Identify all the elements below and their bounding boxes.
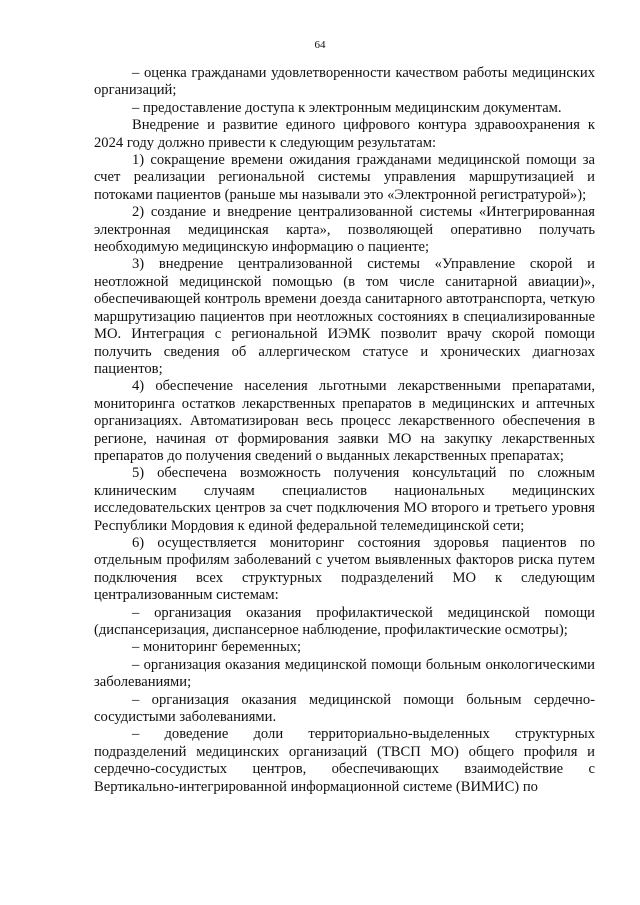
page-body — [94, 65, 595, 796]
result-item-3: 3) внедрение централизованной системы «Управление скорой и неотложной медицинской помощью (в том числе санитарной авиации)», обеспечивающей контроль времени доезда санитарного автотранспорта, четкую маршрутизацию пациентов при неотложных состояниях в специализированные МО. Интеграция с региональной ИЭМК позволит врачу скорой помощи получить сведения об аллергическом статусе и хронических диагнозах пациентов; — [94, 256, 595, 377]
sub-item-cardiovascular-care: – организация оказания медицинской помощи больным сердечно-сосудистыми заболеваниями. — [94, 691, 595, 726]
result-item-2: 2) создание и внедрение централизованной системы «Интегрированная электронная медицинская карта», позволяющей оперативно получать необходимую медицинскую информацию о пациенте; — [94, 204, 595, 256]
intro-paragraph-results: Внедрение и развитие единого цифрового контура здравоохранения к 2024 году должно привести к следующим результатам: — [94, 117, 595, 151]
result-item-5: 5) обеспечена возможность получения консультаций по сложным клиническим случаям специалистов национальных медицинских исследовательских центров за счет подключения МО второго и третьего уровня Республики Мордовия к единой федеральной телемедицинской сети; — [94, 465, 595, 534]
sub-item-preventive-care: – организация оказания профилактической медицинской помощи (диспансеризация, диспансерное наблюдение, профилактические осмотры); — [94, 604, 595, 638]
sub-item-oncology-care: – организация оказания медицинской помощи больным онкологическими заболеваниями; — [94, 656, 595, 691]
result-item-6: 6) осуществляется мониторинг состояния здоровья пациентов по отдельным профилям заболеваний с учетом выявленных факторов риска путем подключения всех структурных подразделений МО к следующим централизованным системам: — [94, 534, 595, 604]
result-item-1: 1) сокращение времени ожидания гражданами медицинской помощи за счет реализации региональной системы управления маршрутизацией и потоками пациентов (раньше мы называли это «Электронной регистратурой»); — [94, 152, 595, 203]
page-number: 64 — [314, 39, 326, 51]
list-item-satisfaction-assessment: – оценка гражданами удовлетворенности качеством работы медицинских организаций; — [94, 65, 595, 99]
sub-item-vimis-integration: – доведение доли территориально-выделенных структурных подразделений медицинских организаций (ТВСП МО) общего профиля и сердечно-сосудистых центров, обеспечивающих взаимодействие с Вертикально-интегрированной информационной системе (ВИМИС) по — [94, 726, 595, 795]
list-item-document-access: – предоставление доступа к электронным медицинским документам. — [132, 99, 562, 116]
sub-item-pregnancy-monitoring: – мониторинг беременных; — [132, 639, 302, 656]
result-item-4: 4) обеспечение населения льготными лекарственными препаратами, мониторинга остатков лекарственных препаратов в медицинских и аптечных организациях. Автоматизирован весь процесс лекарственного обеспечения в регионе, начиная от формирования заявки МО на закупку лекарственных препаратов до получения сведений о выданных лекарственных препаратах; — [94, 378, 595, 464]
